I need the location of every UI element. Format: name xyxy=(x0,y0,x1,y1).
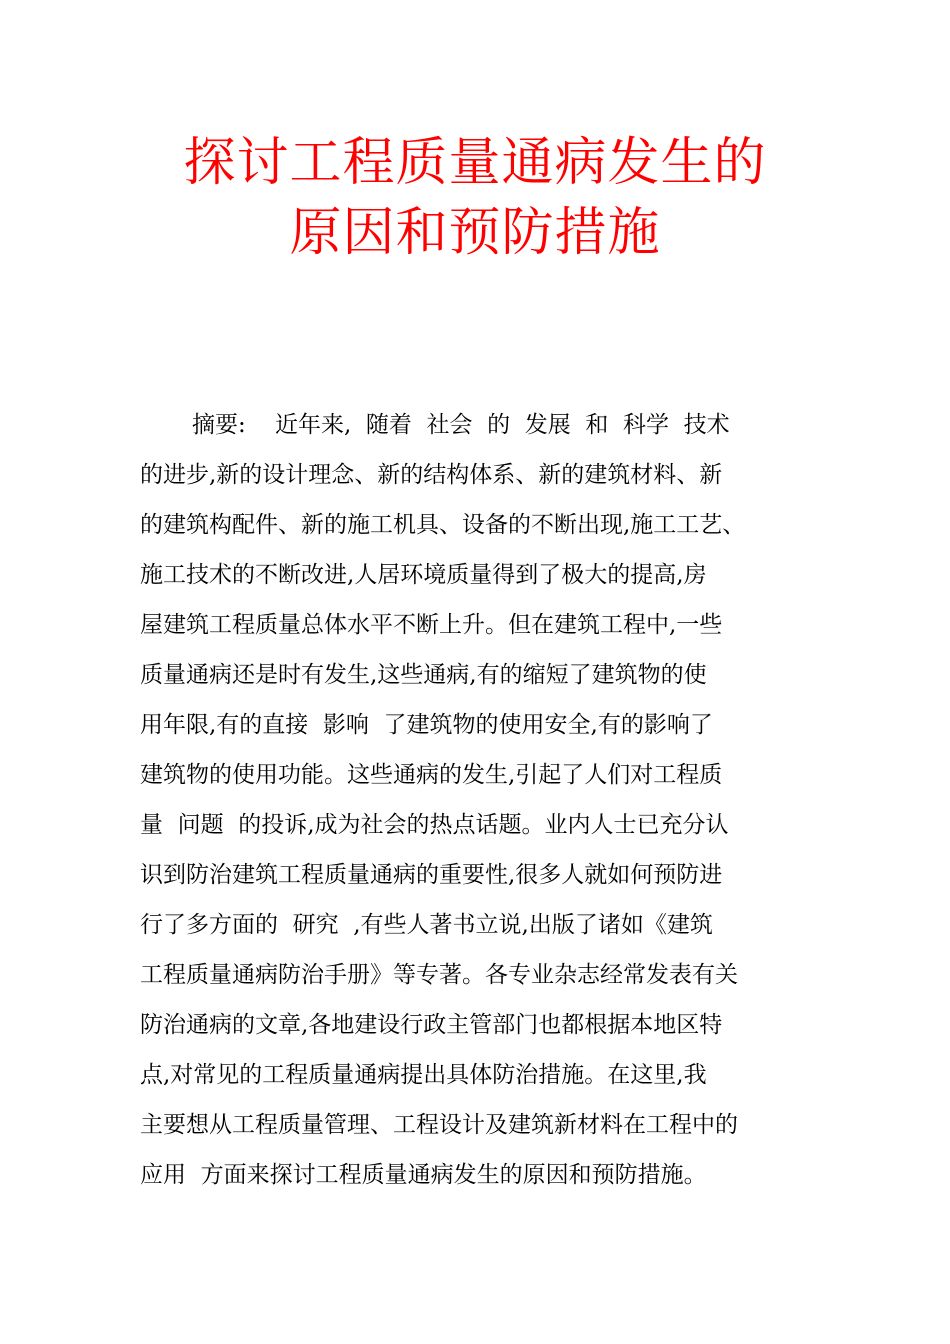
title-line-1: 探讨工程质量通病发生的 xyxy=(183,133,767,193)
abstract-line: 屋建筑工程质量总体水平不断上升。但在建筑工程中,一些 xyxy=(140,612,723,638)
abstract-line: 工程质量通病防治手册》等专著。各专业杂志经常发表有关 xyxy=(140,962,738,988)
abstract-line: 防治通病的文章,各地建设行政主管部门也都根据本地区特 xyxy=(140,1012,723,1038)
abstract-line: 用年限,有的直接 影响 了建筑物的使用安全,有的影响了 xyxy=(140,712,713,738)
abstract-line: 行了多方面的 研究 ,有些人著书立说,出版了诸如《建筑 xyxy=(140,912,713,938)
abstract-line: 的建筑构配件、新的施工机具、设备的不断出现,施工工艺、 xyxy=(140,512,746,538)
abstract-line: 识到防治建筑工程质量通病的重要性,很多人就如何预防进 xyxy=(140,862,723,888)
abstract-line: 应用 方面来探讨工程质量通病发生的原因和预防措施。 xyxy=(140,1162,707,1188)
abstract-line: 质量通病还是时有发生,这些通病,有的缩短了建筑物的使 xyxy=(140,662,707,688)
abstract-line: 量 问题 的投诉,成为社会的热点话题。业内人士已充分认 xyxy=(140,812,729,838)
title-line-2: 原因和预防措施 xyxy=(289,203,661,263)
abstract-line: 施工技术的不断改进,人居环境质量得到了极大的提高,房 xyxy=(140,562,707,588)
abstract-line: 摘要: 近年来, 随着 社会 的 发展 和 科学 技术 xyxy=(192,412,730,438)
abstract-line: 建筑物的使用功能。这些通病的发生,引起了人们对工程质 xyxy=(140,762,723,788)
abstract-line: 的进步,新的设计理念、新的结构体系、新的建筑材料、新 xyxy=(140,462,723,488)
abstract-paragraph xyxy=(140,400,840,1200)
document-title xyxy=(0,128,950,268)
abstract-line: 点,对常见的工程质量通病提出具体防治措施。在这里,我 xyxy=(140,1062,707,1088)
abstract-line: 主要想从工程质量管理、工程设计及建筑新材料在工程中的 xyxy=(140,1112,738,1138)
